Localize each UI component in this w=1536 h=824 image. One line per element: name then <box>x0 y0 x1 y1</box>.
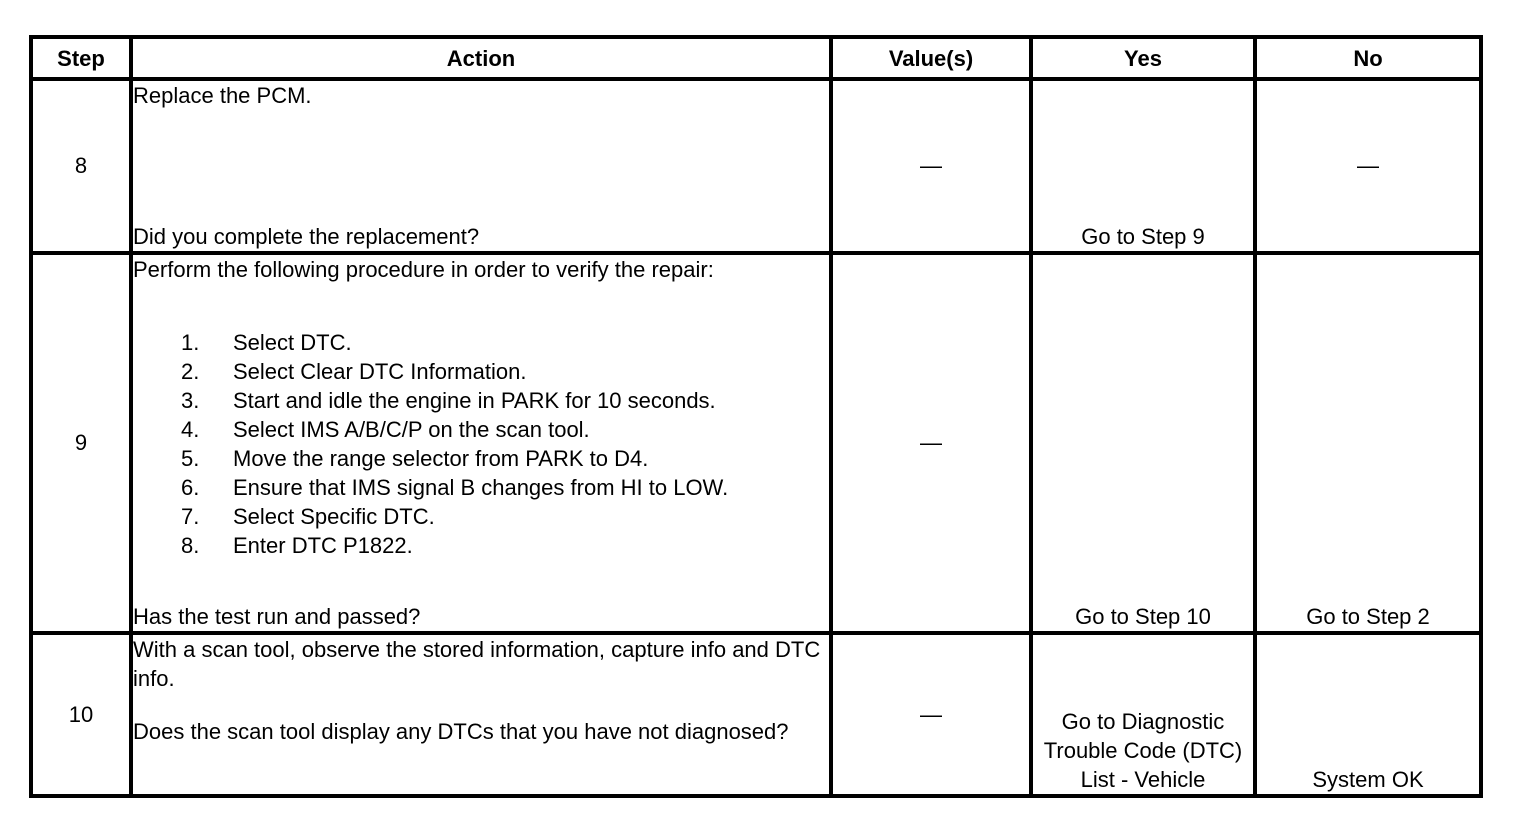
procedure-step: 4. Select IMS A/B/C/P on the scan tool. <box>181 416 590 442</box>
table-row-step-10 <box>31 633 1481 796</box>
header-values: Value(s) <box>831 37 1031 79</box>
step-number: 8 <box>31 79 131 253</box>
procedure-list <box>133 328 829 560</box>
action-question: Does the scan tool display any DTCs that you have not diagnosed? <box>133 718 789 744</box>
yes-cell: Go to Step 9 <box>1031 79 1255 253</box>
table-row-step-9 <box>31 253 1481 633</box>
action-text: Replace the PCM. <box>133 83 312 108</box>
procedure-step: 3. Start and idle the engine in PARK for 10 seconds. <box>181 387 716 413</box>
action-question: Did you complete the replacement? <box>133 223 480 249</box>
header-no: No <box>1255 37 1481 79</box>
procedure-step: 1. Select DTC. <box>181 329 352 355</box>
no-cell: System OK <box>1255 633 1481 796</box>
action-text: With a scan tool, observe the stored information, capture info and DTC info. <box>133 636 821 691</box>
procedure-step: 8. Enter DTC P1822. <box>181 532 413 558</box>
procedure-step: 7. Select Specific DTC. <box>181 503 435 529</box>
yes-cell: Go to Diagnostic Trouble Code (DTC) List - Vehicle <box>1031 633 1255 796</box>
value-cell: — <box>831 253 1031 633</box>
table-row-step-8 <box>31 79 1481 253</box>
step-number: 10 <box>31 633 131 796</box>
header-step: Step <box>31 37 131 79</box>
header-action: Action <box>131 37 831 79</box>
diagnostic-table <box>29 35 1483 798</box>
action-cell <box>131 79 831 253</box>
action-cell <box>131 633 831 796</box>
procedure-step: 5. Move the range selector from PARK to D4. <box>181 445 649 471</box>
action-text: Perform the following procedure in order to verify the repair: <box>133 256 714 282</box>
action-question: Has the test run and passed? <box>133 603 421 629</box>
procedure-step: 6. Ensure that IMS signal B changes from HI to LOW. <box>181 474 729 500</box>
value-cell: — <box>831 633 1031 796</box>
procedure-step: 2. Select Clear DTC Information. <box>181 358 527 384</box>
no-cell: — <box>1255 79 1481 253</box>
action-cell <box>131 253 831 633</box>
no-cell: Go to Step 2 <box>1255 253 1481 633</box>
value-cell: — <box>831 79 1031 253</box>
yes-cell: Go to Step 10 <box>1031 253 1255 633</box>
header-row <box>31 37 1481 79</box>
step-number: 9 <box>31 253 131 633</box>
header-yes: Yes <box>1031 37 1255 79</box>
